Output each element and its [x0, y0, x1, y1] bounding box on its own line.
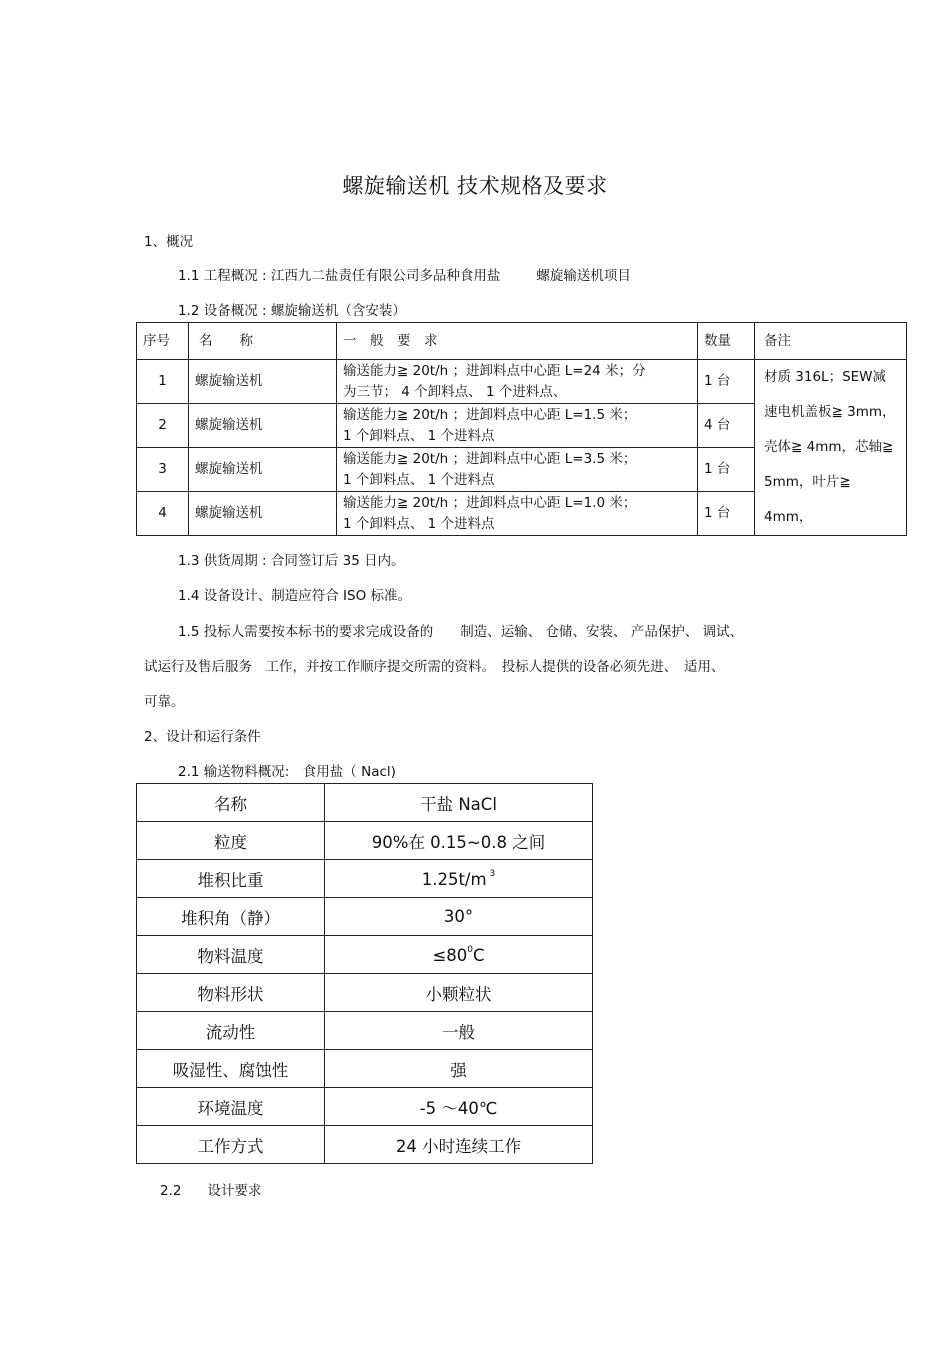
para-2-1: 2.1 输送物料概况: 食用盐（ Nacl): [178, 764, 396, 780]
para-1-1-part-b: 螺旋输送机项目: [536, 268, 631, 284]
note-line: 速电机盖板≧ 3mm，: [764, 404, 896, 420]
row-requirements: [337, 448, 698, 492]
table-row: [137, 898, 593, 936]
prop-value: [325, 860, 593, 898]
note-line: 壳体≧ 4mm，芯轴≧: [764, 439, 894, 455]
req-line: 输送能力≧ 20t/h ；进卸料点中心距 L=3.5 米；: [343, 450, 637, 467]
prop-value: [325, 936, 593, 974]
prop-key: 粒度: [137, 822, 325, 860]
row-name: 螺旋输送机: [189, 404, 337, 448]
req-line: 输送能力≧ 20t/h ；进卸料点中心距 L=1.0 米；: [343, 494, 637, 511]
row-qty: 1 台: [698, 492, 755, 536]
prop-value: 小颗粒状: [325, 974, 593, 1012]
req-line: 1 个卸料点、 1 个进料点: [343, 515, 495, 532]
section-2-heading: 2、设计和运行条件: [144, 729, 261, 745]
prop-value-sup: 3: [489, 868, 496, 879]
para-2-2-label: 设计要求: [207, 1183, 262, 1199]
equipment-table-header: [137, 323, 907, 360]
prop-value: 干盐 NaCl: [325, 784, 593, 822]
row-no: 1: [137, 360, 189, 404]
req-line: 输送能力≧ 20t/h ；进卸料点中心距 L=1.5 米；: [343, 406, 637, 423]
row-no: 2: [137, 404, 189, 448]
table-row: [137, 860, 593, 898]
table-row: [137, 360, 907, 404]
table-row: [137, 1050, 593, 1088]
note-cell: [755, 360, 907, 536]
table-row: [137, 1088, 593, 1126]
table-row: [137, 974, 593, 1012]
material-table: [136, 783, 593, 1164]
prop-key: 工作方式: [137, 1126, 325, 1164]
table-row: [137, 936, 593, 974]
row-no: 4: [137, 492, 189, 536]
row-qty: 4 台: [698, 404, 755, 448]
header-name: 名 称: [189, 323, 337, 360]
para-2-2: [160, 1179, 261, 1199]
header-note: 备注: [755, 323, 907, 360]
prop-key: 吸湿性、腐蚀性: [137, 1050, 325, 1088]
prop-key: 物料形状: [137, 974, 325, 1012]
row-name: 螺旋输送机: [189, 360, 337, 404]
section-1-heading: 1、概况: [144, 234, 194, 250]
req-line: 1 个卸料点、 1 个进料点: [343, 427, 495, 444]
row-no: 3: [137, 448, 189, 492]
prop-value: 90%在 0.15~0.8 之间: [325, 822, 593, 860]
para-1-1: [178, 264, 631, 284]
page-title: 螺旋输送机 技术规格及要求: [342, 174, 608, 198]
table-row: [137, 784, 593, 822]
req-line: 输送能力≧ 20t/h ；进卸料点中心距 L=24 米；分: [343, 362, 646, 379]
prop-value: -5 ～40℃: [325, 1088, 593, 1126]
row-requirements: [337, 360, 698, 404]
prop-key: 堆积角（静）: [137, 898, 325, 936]
prop-value-text: 1.25t/m: [421, 869, 487, 889]
table-row: [137, 822, 593, 860]
row-requirements: [337, 492, 698, 536]
prop-key: 堆积比重: [137, 860, 325, 898]
row-qty: 1 台: [698, 360, 755, 404]
prop-key: 物料温度: [137, 936, 325, 974]
para-1-5-line-2: 试运行及售后服务 工作，并按工作顺序提交所需的资料。 投标人提供的设备必须先进、 适用、: [144, 659, 725, 675]
equipment-table: [136, 322, 907, 536]
prop-value: 强: [325, 1050, 593, 1088]
prop-value-unit: C: [473, 945, 485, 965]
prop-key: 流动性: [137, 1012, 325, 1050]
table-row: [137, 1012, 593, 1050]
para-1-1-part-a: 1.1 工程概况 : 江西九二盐责任有限公司多品种食用盐: [178, 268, 501, 284]
prop-value-text: ≤80: [432, 945, 468, 965]
prop-value: 一般: [325, 1012, 593, 1050]
row-name: 螺旋输送机: [189, 492, 337, 536]
para-1-5-line-1: 1.5 投标人需要按本标书的要求完成设备的 制造、运输、 仓储、安装、 产品保护、 调试、: [178, 624, 744, 640]
header-no: 序号: [137, 323, 189, 360]
para-1-5-line-3: 可靠。: [144, 694, 185, 710]
prop-value: 30°: [325, 898, 593, 936]
header-qty: 数量: [698, 323, 755, 360]
req-line: 1 个卸料点、 1 个进料点: [343, 471, 495, 488]
header-requirements: 一 般 要 求: [337, 323, 698, 360]
para-1-4: 1.4 设备设计、制造应符合 ISO 标准。: [178, 588, 412, 604]
prop-value-sup: 0: [467, 944, 474, 955]
para-2-2-number: 2.2: [160, 1183, 182, 1199]
row-name: 螺旋输送机: [189, 448, 337, 492]
note-line: 材质 316L；SEW减: [764, 369, 887, 385]
prop-key: 环境温度: [137, 1088, 325, 1126]
prop-key: 名称: [137, 784, 325, 822]
para-1-2: 1.2 设备概况 : 螺旋输送机（含安装）: [178, 303, 406, 319]
req-line: 为三节； 4 个卸料点、 1 个进料点、: [343, 383, 567, 400]
table-row: [137, 1126, 593, 1164]
note-line: 5mm，叶片≧ 4mm，: [764, 474, 851, 525]
para-1-3: 1.3 供货周期 : 合同签订后 35 日内。: [178, 553, 405, 569]
row-qty: 1 台: [698, 448, 755, 492]
row-requirements: [337, 404, 698, 448]
prop-value: 24 小时连续工作: [325, 1126, 593, 1164]
